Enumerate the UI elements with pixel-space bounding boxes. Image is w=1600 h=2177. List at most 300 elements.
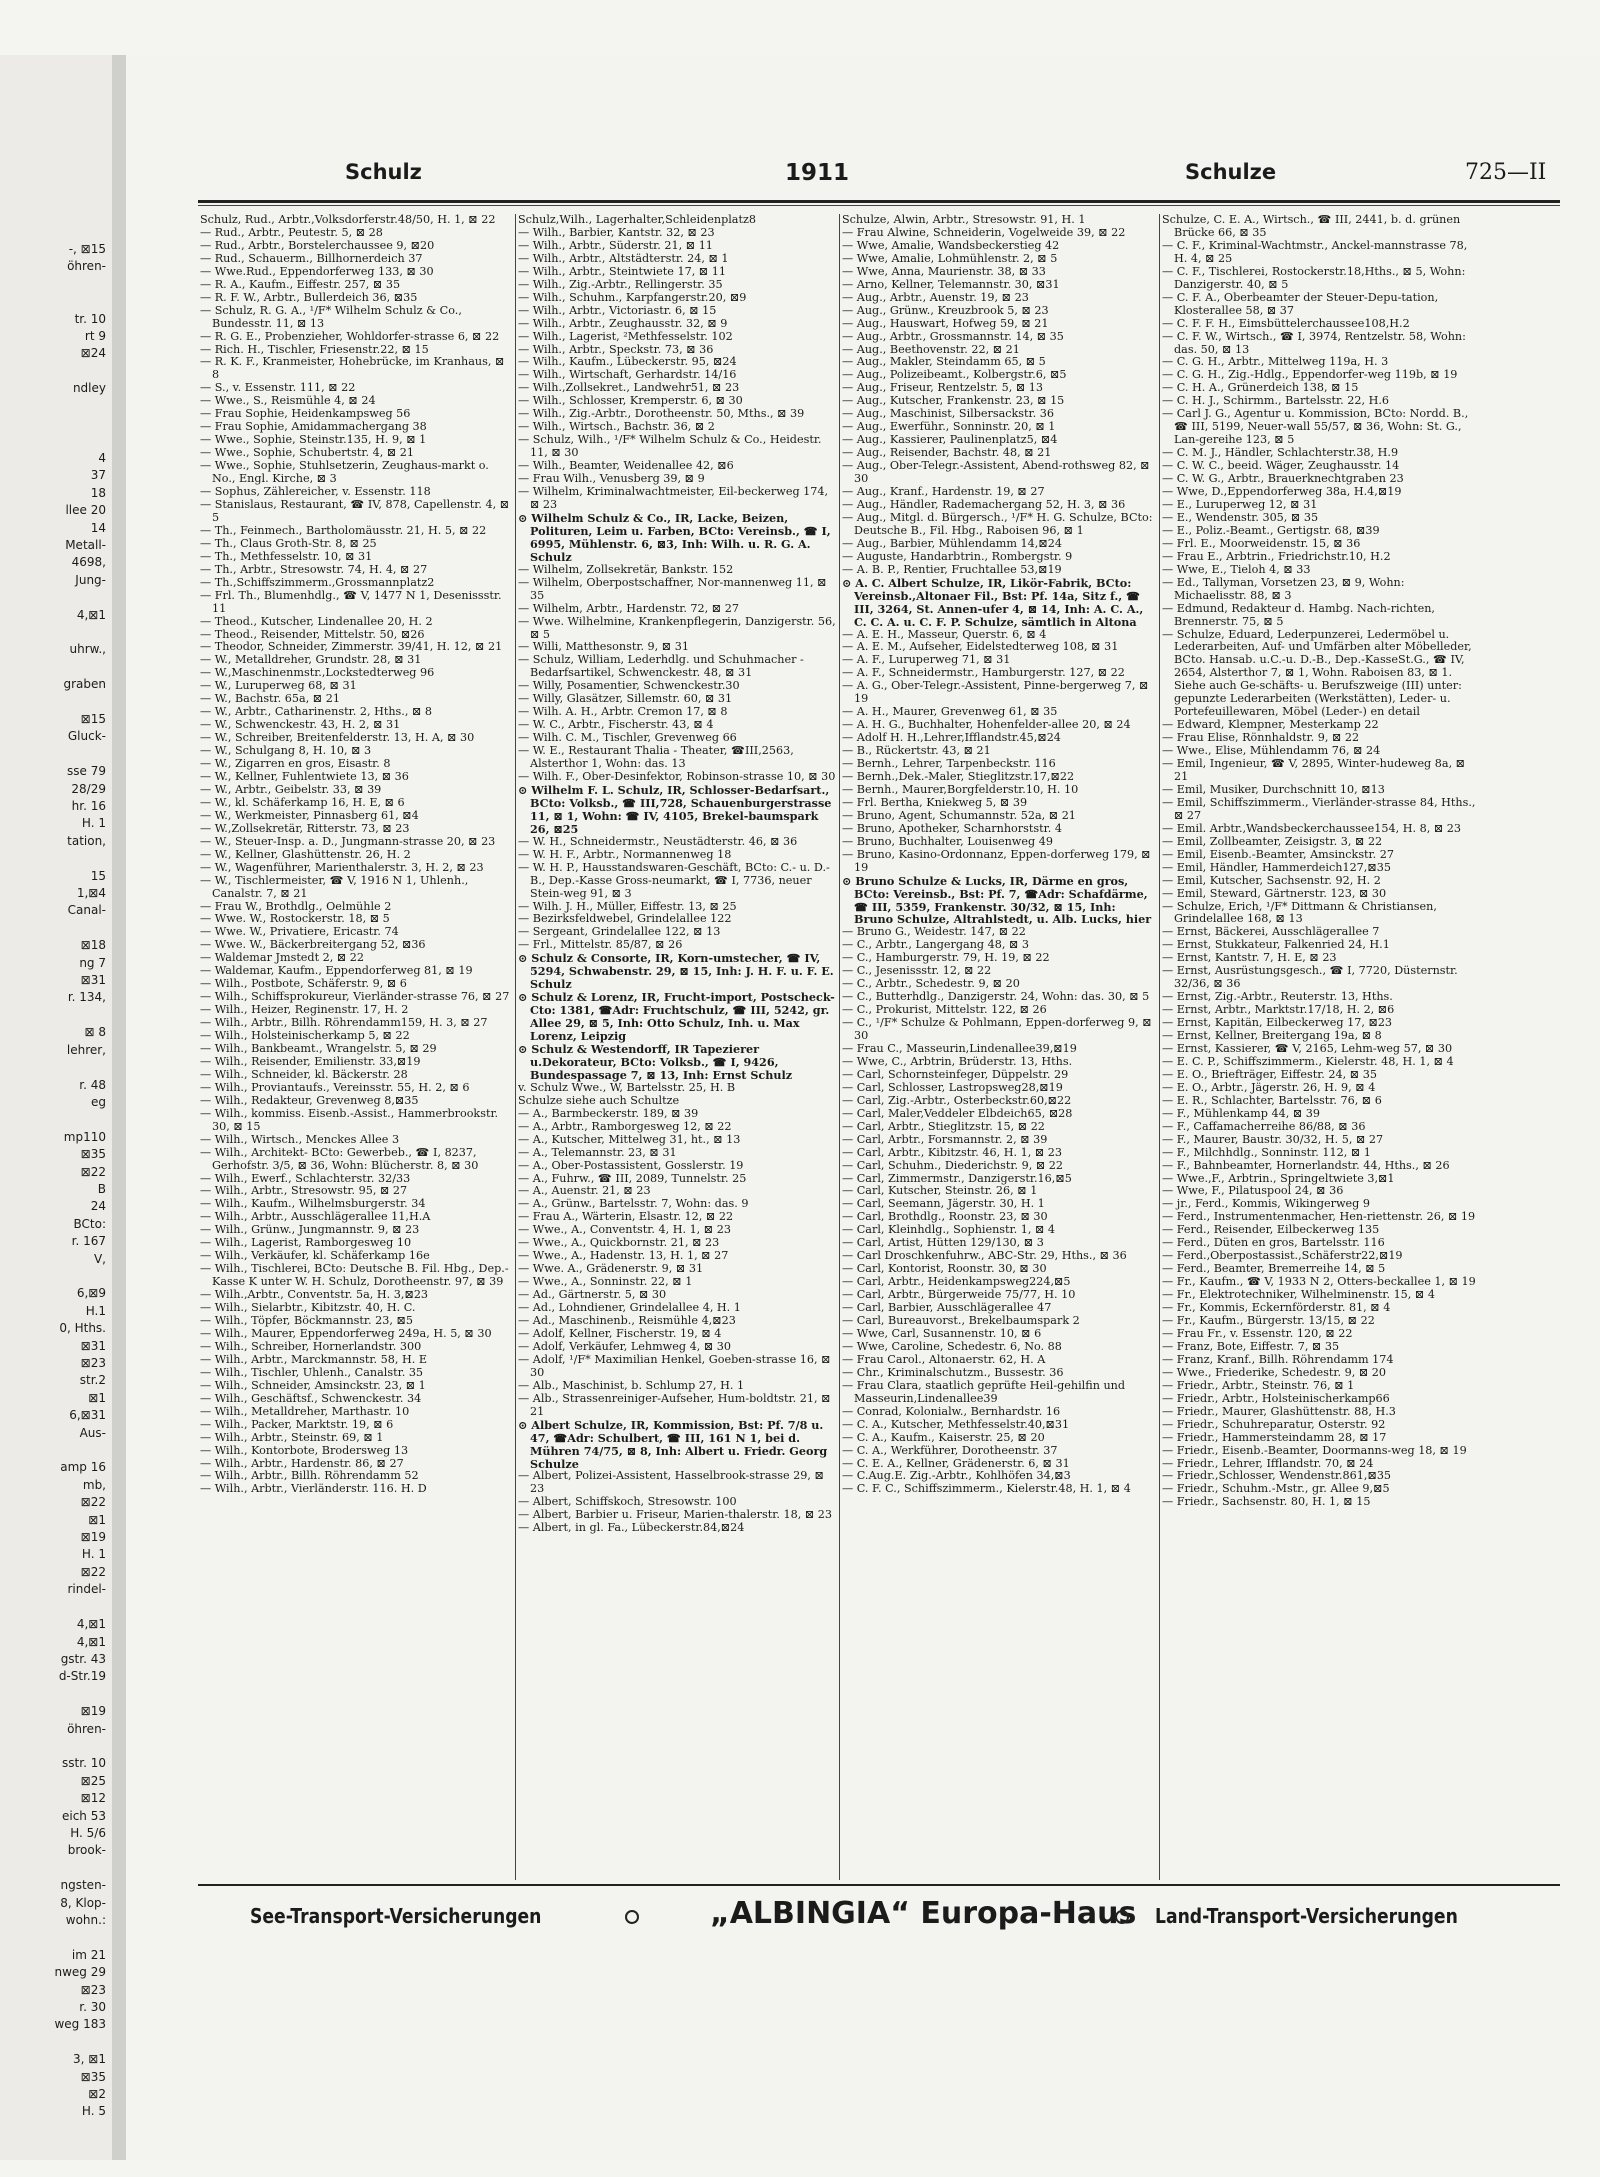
directory-entry: — Frau E., Arbtrin., Friedrichstr.10, H.2	[1162, 549, 1391, 563]
directory-entry: — Wilh., Lagerist, Ramborgesweg 10	[200, 1236, 412, 1250]
directory-entry: — Willi, Matthesonstr. 9, ⊠ 31	[518, 640, 689, 654]
directory-entry: — Wilh., Arbtr., Speckstr. 73, ⊠ 36	[518, 342, 714, 356]
directory-entry: — Wwe, Anna, Maurienstr. 38, ⊠ 33	[842, 264, 1046, 278]
directory-entry: — Wilh., Ewerf., Schlachterstr. 32/33	[200, 1171, 411, 1185]
directory-entry: — Wilh., Schuhm., Karpfangerstr.20, ⊠9	[518, 290, 747, 304]
directory-entry: — W., Schreiber, Breitenfelderstr. 13, H. A, ⊠ 30	[200, 731, 475, 745]
directory-entry: — Wilh., Maurer, Eppendorferweg 249a, H. 5, ⊠ 30	[200, 1326, 492, 1340]
directory-entry: — Adolf, Kellner, Fischerstr. 19, ⊠ 4	[518, 1326, 722, 1340]
directory-entry: — Adolf, ¹/F* Maximilian Henkel, Goeben-strasse 16, ⊠ 30	[518, 1352, 831, 1379]
directory-entry: — Adolf H. H.,Lehrer,Ifflandstr.45,⊠24	[842, 731, 1061, 745]
directory-entry: — Carl, Brothdlg., Roonstr. 23, ⊠ 30	[842, 1210, 1048, 1224]
directory-entry: — F., Caffamacherreihe 86/88, ⊠ 36	[1162, 1119, 1366, 1133]
directory-entry: — C., Arbtr., Schedestr. 9, ⊠ 20	[842, 977, 1020, 991]
directory-entry: — Frau Fr., v. Essenstr. 120, ⊠ 22	[1162, 1326, 1353, 1340]
directory-entry: — Ernst, Stukkateur, Falkenried 24, H.1	[1162, 938, 1390, 952]
directory-entry: — Wilh., Arbtr., Steintwiete 17, ⊠ 11	[518, 264, 726, 278]
directory-entry: — A. G., Ober-Telegr.-Assistent, Pinne-bergerweg 7, ⊠ 19	[842, 679, 1149, 706]
directory-entry: — Ferd., Instrumentenmacher, Hen-riettenstr. 26, ⊠ 19	[1162, 1210, 1476, 1224]
directory-entry: — Aug., Polizeibeamt., Kolbergstr.6, ⊠5	[842, 368, 1067, 382]
directory-entry: — R. A., Kaufm., Eiffestr. 257, ⊠ 35	[200, 277, 401, 291]
directory-entry: — Wilh., Lagerist, ²Methfesselstr. 102	[518, 329, 733, 343]
directory-entry: — Wilh., Arbtr., Ausschlägerallee 11,H.A	[200, 1210, 431, 1224]
previous-page-fragments: -, ⊠15 öhren- tr. 10 rt 9 ⊠24 ndley 4 37 18 llee 20 14 Metall- 4698, Jung- 4,⊠1 uhrw., graben ⊠15 Gluck- sse 79 28/29 hr. 16 H. 1 tation, 15 1,⊠4 Canal- ⊠18 ng 7 ⊠31 r. 134, ⊠ 8 lehrer, r. 48 eg mp110 ⊠35 ⊠22 B 24 BCto: r. 167 V, 6,⊠9 H.1 0, Hths. ⊠31 ⊠23 str.2 ⊠1 6,⊠31 Aus- amp 16 mb, ⊠22 ⊠1 ⊠19 H. 1 ⊠22 rindel- 4,⊠1 4,⊠1 gstr. 43 d-Str.19 ⊠19 öhren- sstr. 10 ⊠25 ⊠12 eich 53 H. 5/6 brook- ngsten- 8, Klop- wohn.: im 21 nweg 29 ⊠23 r. 30 weg 183 3, ⊠1 ⊠35 ⊠2 H. 5	[54, 242, 106, 2119]
directory-entry: — Wilh., Reisender, Emilienstr. 33,⊠19	[200, 1054, 421, 1068]
directory-entry: — A. E. H., Masseur, Querstr. 6, ⊠ 4	[842, 627, 1047, 641]
directory-entry: — W. H. P., Hausstandswaren-Geschäft, BCto: C.- u. D.-B., Dep.-Kasse Gross-neumarkt, ☎ I, 7736, neuer Stein-weg 91, ⊠ 3	[518, 860, 830, 900]
footer-bullet-icon	[625, 1910, 639, 1924]
directory-entry: — Aug., Barbier, Mühlendamm 14,⊠24	[842, 536, 1062, 550]
directory-entry: — Wilh., Sielarbtr., Kibitzstr. 40, H. C.	[200, 1301, 416, 1315]
directory-entry: — Carl, Arbtr., Kibitzstr. 46, H. 1, ⊠ 23	[842, 1145, 1063, 1159]
directory-entry: — R. G. E., Probenzieher, Wohldorfer-strasse 6, ⊠ 22	[200, 329, 500, 343]
directory-entry: — Wwe., Sophie, Schubertstr. 4, ⊠ 21	[200, 446, 415, 460]
directory-entry: — W., Luruperweg 68, ⊠ 31	[200, 679, 357, 693]
directory-entry: — Frau W., Brothdlg., Oelmühle 2	[200, 899, 392, 913]
directory-entry: — Aug., Friseur, Rentzelstr. 5, ⊠ 13	[842, 381, 1044, 395]
directory-entry: — W.,Zollsekretär, Ritterstr. 73, ⊠ 23	[200, 821, 410, 835]
directory-entry: — Theod., Kutscher, Lindenallee 20, H. 2	[200, 614, 433, 628]
directory-entry: — W., Steuer-Insp. a. D., Jungmann-strasse 20, ⊠ 23	[200, 834, 496, 848]
directory-entry: — Wilh., Barbier, Kantstr. 32, ⊠ 23	[518, 225, 715, 239]
directory-entry: — C.Aug.E. Zig.-Arbtr., Kohlhöfen 34,⊠3	[842, 1469, 1071, 1483]
directory-entry: — W.,Maschinenmstr.,Lockstedterweg 96	[200, 666, 435, 680]
directory-entry: — Willy, Posamentier, Schwenckestr.30	[518, 679, 740, 693]
directory-entry: — Th., Methfesselstr. 10, ⊠ 31	[200, 549, 373, 563]
directory-entry: — C., Jesenissstr. 12, ⊠ 22	[842, 964, 992, 978]
book-gutter	[112, 55, 126, 2160]
directory-entry: — Aug., Kranf., Hardenstr. 19, ⊠ 27	[842, 485, 1045, 499]
directory-entry: — Alb., Maschinist, b. Schlump 27, H. 1	[518, 1378, 745, 1392]
directory-entry: ⊙ Wilhelm F. L. Schulz, IR, Schlosser-Bedarfsart., BCto: Volksb., ☎ III,728, Schauenburgerstrasse 11, ⊠ 1, Wohn: ☎ IV, 4105, Brekel-baumspark 26, ⊠25	[518, 782, 832, 836]
directory-entry: — Theod., Reisender, Mittelstr. 50, ⊠26	[200, 627, 425, 641]
directory-entry: — Frau Sophie, Amidammachergang 38	[200, 420, 427, 434]
directory-entry: — C. M. J., Händler, Schlachterstr.38, H.9	[1162, 446, 1399, 460]
directory-entry: — Aug., Kutscher, Frankenstr. 23, ⊠ 15	[842, 394, 1065, 408]
directory-entry: — Wilh., Tischlerei, BCto: Deutsche B. Fil. Hbg., Dep.-Kasse K unter W. H. Schulz, Dorotheenstr. 97, ⊠ 39	[200, 1262, 509, 1289]
header-right-keyword: Schulze	[1185, 160, 1277, 184]
directory-entry: — Ernst, Ausrüstungsgesch., ☎ I, 7720, Düsternstr. 32/36, ⊠ 36	[1162, 964, 1458, 991]
footer-bullet-icon	[1115, 1910, 1129, 1924]
directory-entry: — Wilh., Schlosser, Kremperstr. 6, ⊠ 30	[518, 394, 743, 408]
directory-entry: — Carl Droschkenfuhrw., ABC-Str. 29, Hths., ⊠ 36	[842, 1249, 1127, 1263]
directory-entry: — W. E., Restaurant Thalia - Theater, ☎III,2563, Alsterthor 1, Wohn: das. 13	[518, 744, 794, 771]
directory-entry: — Emil, Schiffszimmerm., Vierländer-strasse 84, Hths., ⊠ 27	[1162, 795, 1476, 822]
directory-entry: — C. E. A., Kellner, Grädenerstr. 6, ⊠ 31	[842, 1456, 1070, 1470]
directory-entry: — E. R., Schlachter, Bartelsstr. 76, ⊠ 6	[1162, 1093, 1382, 1107]
directory-entry: — C. F. C., Schiffszimmerm., Kielerstr.48, H. 1, ⊠ 4	[842, 1482, 1131, 1496]
directory-entry: — Wilh., Schiffsprokureur, Vierländer-strasse 76, ⊠ 27	[200, 990, 510, 1004]
directory-entry: — Conrad, Kolonialw., Bernhardstr. 16	[842, 1404, 1061, 1418]
directory-entry: — Wilh., Geschäftsf., Schwenckestr. 34	[200, 1391, 422, 1405]
column-divider	[515, 214, 516, 1880]
directory-entry: — Friedr., Lehrer, Ifflandstr. 70, ⊠ 24	[1162, 1456, 1374, 1470]
directory-entry: — Wwe, D.,Eppendorferweg 38a, H.4,⊠19	[1162, 485, 1402, 499]
directory-entry: — Wwe., Elise, Mühlendamm 76, ⊠ 24	[1162, 744, 1381, 758]
directory-entry: — Ernst, Kassierer, ☎ V, 2165, Lehm-weg 57, ⊠ 30	[1162, 1042, 1453, 1055]
directory-entry: — Wwe., A., Quickbornstr. 21, ⊠ 23	[518, 1236, 720, 1250]
directory-entry: — Carl, Zig.-Arbtr., Osterbeckstr.60,⊠22	[842, 1093, 1072, 1107]
directory-entry: — W., Kellner, Glashüttenstr. 26, H. 2	[200, 847, 411, 861]
directory-entry: — Schulz, William, Lederhdlg. und Schuhmacher - Bedarfsartikel, Schwenckestr. 48, ⊠ 31	[518, 653, 804, 680]
footer-albingia: „ALBINGIA“ Europa-Haus	[710, 1896, 1137, 1931]
directory-entry: — Ferd., Düten en gros, Bartelsstr. 116	[1162, 1236, 1385, 1250]
directory-entry: — Friedr., Maurer, Glashüttenstr. 88, H.3	[1162, 1404, 1396, 1418]
directory-entry: — Th.,Schiffszimmerm.,Grossmannplatz2	[200, 575, 435, 589]
directory-entry: — Carl, Schornsteinfeger, Düppelstr. 29	[842, 1067, 1069, 1081]
directory-entry: — A., Barmbeckerstr. 189, ⊠ 39	[518, 1106, 699, 1120]
directory-entry: v. Schulz Wwe., W, Bartelsstr. 25, H. B	[518, 1080, 736, 1094]
directory-entry: — Carl, Bureauvorst., Brekelbaumspark 2	[842, 1314, 1080, 1328]
directory-entry: ⊙ Wilhelm Schulz & Co., IR, Lacke, Beizen, Polituren, Leim u. Farben, BCto: Vereinsb., ☎ I, 6995, Mühlenstr. 6, ⊠3, Inh: Wilh. u. R. G. A. Schulz	[518, 510, 831, 564]
directory-entry: — Wilh. J. H., Müller, Eiffestr. 13, ⊠ 25	[518, 899, 737, 913]
directory-entry: — Aug., Händler, Rademachergang 52, H. 3, ⊠ 36	[842, 497, 1126, 511]
directory-entry: — Wilh. C. M., Tischler, Grevenweg 66	[518, 731, 737, 745]
directory-entry: — Ad., Maschinenb., Reismühle 4,⊠23	[518, 1314, 736, 1328]
directory-entry: — Emil. Arbtr.,Wandsbeckerchaussee154, H. 8, ⊠ 23	[1162, 821, 1462, 835]
directory-entry: — Ferd., Reisender, Eilbeckerweg 135	[1162, 1223, 1380, 1237]
directory-entry: — C. F. F. H., Eimsbüttelerchaussee108,H.2	[1162, 316, 1410, 330]
column-4	[1162, 214, 1478, 1880]
directory-entry: — W., kl. Schäferkamp 16, H. E, ⊠ 6	[200, 795, 405, 809]
directory-entry: — Wwe., S., Reismühle 4, ⊠ 24	[200, 394, 376, 408]
directory-entry: — Bruno, Apotheker, Scharnhorststr. 4	[842, 821, 1062, 835]
directory-entry: — A., Kutscher, Mittelweg 31, ht., ⊠ 13	[518, 1132, 741, 1146]
directory-entry: — W. H., Schneidermstr., Neustädterstr. 46, ⊠ 36	[518, 834, 798, 848]
directory-entry: — W., Arbtr., Geibelstr. 33, ⊠ 39	[200, 782, 382, 796]
directory-entry: — Ernst, Kantstr. 7, H. E, ⊠ 23	[1162, 951, 1337, 965]
column-2	[518, 214, 838, 1880]
directory-entry: — Rud., Schauerm., Billhornerdeich 37	[200, 251, 423, 265]
directory-entry: — Frl. Bertha, Kniekweg 5, ⊠ 39	[842, 795, 1028, 809]
directory-entry: — C. G. H., Zig.-Hdlg., Eppendorfer-weg 119b, ⊠ 19	[1162, 368, 1458, 382]
directory-entry: — C. F. A., Oberbeamter der Steuer-Depu-tation, Klosterallee 58, ⊠ 37	[1162, 290, 1439, 317]
directory-entry: — Ed., Tallyman, Vorsetzen 23, ⊠ 9, Wohn: Michaelisstr. 88, ⊠ 3	[1162, 575, 1405, 602]
directory-entry: — W., Arbtr., Catharinenstr. 2, Hths., ⊠ 8	[200, 705, 432, 719]
directory-entry: — Wilhelm, Oberpostschaffner, Nor-mannenweg 11, ⊠ 35	[518, 575, 827, 602]
directory-entry: — Wwe. W., Privatiere, Ericastr. 74	[200, 925, 399, 939]
directory-entry: — Albert, Polizei-Assistent, Hasselbrook-strasse 29, ⊠ 23	[518, 1469, 824, 1496]
directory-entry: — A. H. G., Buchhalter, Hohenfelder-allee 20, ⊠ 24	[842, 718, 1131, 732]
directory-entry: — Wilh., Schreiber, Hornerlandstr. 300	[200, 1339, 422, 1353]
directory-entry: — Wwe. A., Grädenerstr. 9, ⊠ 31	[518, 1262, 704, 1276]
directory-entry: — Albert, Schiffskoch, Stresowstr. 100	[518, 1495, 737, 1509]
directory-entry: — Wwe, C., Arbtrin, Brüderstr. 13, Hths.	[842, 1054, 1073, 1068]
directory-entry: — Frau Wilh., Venusberg 39, ⊠ 9	[518, 472, 705, 486]
directory-entry: — Frl. E., Moorweidenstr. 15, ⊠ 36	[1162, 536, 1361, 550]
directory-entry: — C. W. G., Arbtr., Brauerknechtgraben 23	[1162, 472, 1404, 486]
directory-entry: — Wwe, Carl, Susannenstr. 10, ⊠ 6	[842, 1326, 1042, 1340]
directory-entry: — Friedr., Sachsenstr. 80, H. 1, ⊠ 15	[1162, 1495, 1371, 1509]
directory-entry: — Wwe.,F., Arbtrin., Springeltwiete 3,⊠1	[1162, 1171, 1395, 1185]
directory-entry: — Aug., Maschinist, Silbersackstr. 36	[842, 407, 1055, 421]
directory-entry: — W., Tischlermeister, ☎ V, 1916 N 1, Uhlenh., Canalstr. 7, ⊠ 21	[200, 873, 469, 900]
directory-entry: — A. B. P., Rentier, Fruchtallee 53,⊠19	[842, 562, 1062, 576]
directory-entry: — Frau Elise, Rönnhaldstr. 9, ⊠ 22	[1162, 731, 1360, 745]
directory-entry: Schulze siehe auch Schultze	[518, 1093, 680, 1107]
directory-entry: — Bruno, Kasino-Ordonnanz, Eppen-dorferweg 179, ⊠ 19	[842, 847, 1151, 874]
directory-entry: — A., Auenstr. 21, ⊠ 23	[518, 1184, 651, 1198]
directory-entry: — A. E. M., Aufseher, Eidelstedterweg 108, ⊠ 31	[842, 640, 1119, 654]
directory-entry: — W. H. F., Arbtr., Normannenweg 18	[518, 847, 732, 861]
directory-entry: — Wilh., Packer, Marktstr. 19, ⊠ 6	[200, 1417, 394, 1431]
directory-entry: — C. W. C., beeid. Wäger, Zeughausstr. 14	[1162, 459, 1400, 473]
directory-entry: — Frau A., Wärterin, Elsastr. 12, ⊠ 22	[518, 1210, 734, 1224]
directory-entry: — Schulze, Erich, ¹/F* Dittmann & Christiansen, Grindelallee 168, ⊠ 13	[1162, 899, 1437, 926]
directory-entry: — Wilh., Arbtr., Victoriastr. 6, ⊠ 15	[518, 303, 717, 317]
directory-entry: — F., Bahnbeamter, Hornerlandstr. 44, Hths., ⊠ 26	[1162, 1158, 1450, 1172]
directory-entry: — Wilh., Proviantaufs., Vereinsstr. 55, H. 2, ⊠ 6	[200, 1080, 470, 1094]
directory-entry: — F., Maurer, Baustr. 30/32, H. 5, ⊠ 27	[1162, 1132, 1384, 1146]
directory-entry: — Carl, Arbtr., Stieglitzstr. 15, ⊠ 22	[842, 1119, 1045, 1133]
directory-entry: — Wilh., Grünw., Jungmannstr. 9, ⊠ 23	[200, 1223, 420, 1237]
directory-entry: — Wilh., Tischler, Uhlenh., Canalstr. 35	[200, 1365, 424, 1379]
directory-entry: — Wilh.,Zollsekret., Landwehr51, ⊠ 23	[518, 381, 740, 395]
directory-entry: — Wilh., Kaufm., Lübeckerstr. 95, ⊠24	[518, 355, 737, 369]
directory-entry: — Wilh., Zig.-Arbtr., Dorotheenstr. 50, Mths., ⊠ 39	[518, 407, 805, 421]
directory-entry: — Stanislaus, Restaurant, ☎ IV, 878, Capellenstr. 4, ⊠ 5	[200, 497, 510, 524]
directory-entry: — Aug., Reisender, Bachstr. 48, ⊠ 21	[842, 446, 1052, 460]
directory-entry: Schulz, Rud., Arbtr.,Volksdorferstr.48/50, H. 1, ⊠ 22	[200, 214, 496, 226]
directory-entry: Schulze, C. E. A., Wirtsch., ☎ III, 2441, b. d. grünen Brücke 66, ⊠ 35	[1162, 214, 1461, 239]
directory-entry: — Wilhelm, Kriminalwachtmeister, Eil-beckerweg 174, ⊠ 23	[518, 485, 829, 511]
directory-entry: — Aug., Arbtr., Grossmannstr. 14, ⊠ 35	[842, 329, 1064, 343]
directory-entry: — Wilh., Holsteinischerkamp 5, ⊠ 22	[200, 1029, 410, 1043]
footer-sea-insurance: See-Transport-Versicherungen	[250, 1904, 542, 1928]
directory-entry: — Fr., Elektrotechniker, Wilhelminenstr. 15, ⊠ 4	[1162, 1288, 1435, 1302]
directory-entry: — Aug., Beethovenstr. 22, ⊠ 21	[842, 342, 1020, 356]
directory-entry: — W., Werkmeister, Pinnasberg 61, ⊠4	[200, 808, 419, 822]
directory-entry: — W., Metalldreher, Grundstr. 28, ⊠ 31	[200, 653, 422, 667]
directory-entry: — C. H. A., Grünerdeich 138, ⊠ 15	[1162, 381, 1359, 395]
directory-entry: — Fr., Kaufm., ☎ V, 1933 N 2, Otters-beckallee 1, ⊠ 19	[1162, 1275, 1476, 1289]
advertisement-footer	[200, 1896, 1560, 1944]
directory-entry: — C., ¹/F* Schulze & Pohlmann, Eppen-dorferweg 9, ⊠ 30	[842, 1016, 1152, 1043]
directory-entry: — Wilh., Redakteur, Grevenweg 8,⊠35	[200, 1093, 419, 1107]
header-left-keyword: Schulz	[345, 160, 422, 184]
directory-entry: — Auguste, Handarbtrin., Rombergstr. 9	[842, 549, 1073, 563]
directory-entry: — Aug., Hauswart, Hofweg 59, ⊠ 21	[842, 316, 1049, 330]
directory-entry: — A., Ober-Postassistent, Gosslerstr. 19	[518, 1158, 744, 1172]
directory-entry: — Friedr.,Schlosser, Wendenstr.861,⊠35	[1162, 1469, 1392, 1483]
directory-entry: — Wilh., kommiss. Eisenb.-Assist., Hammerbrookstr. 30, ⊠ 15	[200, 1106, 499, 1133]
directory-entry: — Rich. H., Tischler, Friesenstr.22, ⊠ 15	[200, 342, 429, 356]
directory-entry: — Wilh., Kontorbote, Brodersweg 13	[200, 1443, 409, 1457]
directory-entry: — Bernh., Maurer,Borgfelderstr.10, H. 10	[842, 782, 1079, 796]
directory-entry: — Albert, in gl. Fa., Lübeckerstr.84,⊠24	[518, 1521, 745, 1535]
directory-entry: ⊙ Bruno Schulze & Lucks, IR, Därme en gros, BCto: Vereinsb., Bst: Pf. 7, ☎Adr: Schafdärme, ☎ III, 5359, Frankenstr. 30/32, ⊠ 15, Inh: Bruno Schulze, Altrahlstedt, u. Alb. Lucks, hier	[842, 873, 1152, 927]
directory-entry: — Wwe, Caroline, Schedestr. 6, No. 88	[842, 1339, 1062, 1353]
directory-entry: — Ernst, Arbtr., Marktstr.17/18, H. 2, ⊠6	[1162, 1003, 1395, 1017]
directory-entry: — Rud., Arbtr., Peutestr. 5, ⊠ 28	[200, 225, 383, 239]
directory-entry: — Franz, Kranf., Billh. Röhrendamm 174	[1162, 1352, 1394, 1366]
directory-entry: — Fr., Kommis, Eckernförderstr. 81, ⊠ 4	[1162, 1301, 1391, 1315]
directory-entry: — C. F., Tischlerei, Rostockerstr.18,Hths., ⊠ 5, Wohn: Danzigerstr. 40, ⊠ 5	[1162, 264, 1466, 291]
directory-entry: — C., Arbtr., Langergang 48, ⊠ 3	[842, 938, 1030, 952]
directory-entry: — A. F., Luruperweg 71, ⊠ 31	[842, 653, 1011, 667]
directory-entry: — Ferd., Beamter, Bremerreihe 14, ⊠ 5	[1162, 1262, 1386, 1276]
directory-entry: ⊙ Schulz & Consorte, IR, Korn-umstecher, ☎ IV, 5294, Schwabenstr. 29, ⊠ 15, Inh: J. H. F. u. F. E. Schulz	[518, 951, 834, 992]
directory-entry: — Friedr., Schuhreparatur, Osterstr. 92	[1162, 1417, 1386, 1431]
header-rule-thin	[198, 205, 1560, 206]
directory-entry: — Wilhelm, Arbtr., Hardenstr. 72, ⊠ 27	[518, 601, 739, 615]
directory-entry: — R. K. F., Kranmeister, Hohebrücke, im Kranhaus, ⊠ 8	[200, 355, 505, 382]
directory-entry: — E. O., Arbtr., Jägerstr. 26, H. 9, ⊠ 4	[1162, 1080, 1376, 1094]
directory-entry: — Wilh., Postbote, Schäferstr. 9, ⊠ 6	[200, 977, 407, 991]
directory-entry: Schulz,Wilh., Lagerhalter,Schleidenplatz8	[518, 214, 756, 226]
column-divider	[1159, 214, 1160, 1880]
directory-entry: — Ernst, Zig.-Arbtr., Reuterstr. 13, Hths.	[1162, 990, 1393, 1004]
directory-entry: — Th., Feinmech., Bartholomäusstr. 21, H. 5, ⊠ 22	[200, 523, 487, 537]
directory-entry: — Edmund, Redakteur d. Hambg. Nach-richten, Brennerstr. 75, ⊠ 5	[1162, 601, 1435, 628]
directory-entry: — Chr., Kriminalschutzm., Bussestr. 36	[842, 1365, 1064, 1379]
directory-entry: — B., Rückertstr. 43, ⊠ 21	[842, 744, 991, 758]
directory-entry: — Ferd.,Oberpostassist.,Schäferstr22,⊠19	[1162, 1249, 1403, 1263]
directory-entry: — Schulz, Wilh., ¹/F* Wilhelm Schulz & Co., Heidestr. 11, ⊠ 30	[518, 433, 822, 460]
directory-entry: — Sophus, Zählereicher, v. Essenstr. 118	[200, 485, 431, 499]
header-rule	[198, 200, 1560, 203]
directory-entry: — Carl, Artist, Hütten 129/130, ⊠ 3	[842, 1236, 1044, 1250]
directory-entry: — Wilh., Arbtr., Altstädterstr. 24, ⊠ 1	[518, 251, 729, 265]
directory-entry: — A., Telemannstr. 23, ⊠ 31	[518, 1145, 677, 1159]
directory-entry: — Wilh., Beamter, Weidenallee 42, ⊠6	[518, 459, 734, 473]
directory-entry: — F., Mühlenkamp 44, ⊠ 39	[1162, 1106, 1320, 1120]
directory-entry: — Wilh., Wirtschaft, Gerhardstr. 14/16	[518, 368, 737, 382]
directory-entry: — Aug., Arbtr., Auenstr. 19, ⊠ 23	[842, 290, 1029, 304]
previous-page-edge	[0, 55, 115, 2160]
directory-entry: — Carl, Barbier, Ausschlägerallee 47	[842, 1301, 1052, 1315]
directory-entry: — Bruno, Buchhalter, Louisenweg 49	[842, 834, 1053, 848]
directory-entry: — A., Grünw., Bartelsstr. 7, Wohn: das. 9	[518, 1197, 749, 1211]
directory-entry: — Wwe, E., Tieloh 4, ⊠ 33	[1162, 562, 1311, 576]
directory-entry: — Wilhelm, Zollsekretär, Bankstr. 152	[518, 562, 734, 576]
directory-entry: — Wilh., Metalldreher, Marthastr. 10	[200, 1404, 410, 1418]
directory-entry: — Emil, Eisenb.-Beamter, Amsinckstr. 27	[1162, 847, 1395, 861]
directory-entry: — W., Wagenführer, Marienthalerstr. 3, H. 2, ⊠ 23	[200, 860, 484, 874]
directory-entry: — Frau Clara, staatlich geprüfte Heil-gehilfin und Masseurin,Lindenallee39	[842, 1378, 1126, 1405]
directory-entry: — F., Milchhdlg., Sonninstr. 112, ⊠ 1	[1162, 1145, 1371, 1159]
directory-entry: — A., Fuhrw., ☎ III, 2089, Tunnelstr. 25	[518, 1171, 747, 1185]
directory-entry: — Wwe. W., Bäckerbreitergang 52, ⊠36	[200, 938, 426, 952]
directory-entry: — Aug., Mitgl. d. Bürgersch., ¹/F* H. G. Schulze, BCto: Deutsche B., Fil. Hbg., Raboisen 96, ⊠ 1	[842, 510, 1153, 537]
directory-entry: — Emil, Musiker, Durchschnitt 10, ⊠13	[1162, 782, 1385, 796]
directory-entry: — jr., Ferd., Kommis, Wikingerweg 9	[1162, 1197, 1370, 1211]
column-divider	[839, 214, 840, 1880]
directory-entry: — Friedr., Hammersteindamm 28, ⊠ 17	[1162, 1430, 1387, 1444]
footer-rule	[198, 1884, 1560, 1886]
directory-entry: — Ernst, Kapitän, Eilbeckerweg 17, ⊠23	[1162, 1016, 1393, 1030]
directory-entry: — Carl, Maler,Veddeler Elbdeich65, ⊠28	[842, 1106, 1073, 1120]
directory-entry: — E., Poliz.-Beamt., Gertigstr. 68, ⊠39	[1162, 523, 1380, 537]
directory-entry: — C., Hamburgerstr. 79, H. 19, ⊠ 22	[842, 951, 1050, 965]
directory-entry: — Frau Carol., Altonaerstr. 62, H. A	[842, 1352, 1046, 1366]
column-1	[200, 214, 514, 1880]
directory-entry: — Wilh., Arbtr., Zeughausstr. 32, ⊠ 9	[518, 316, 728, 330]
directory-entry: — Emil, Zollbeamter, Zeisigstr. 3, ⊠ 22	[1162, 834, 1383, 848]
directory-entry: — Frau Sophie, Heidenkampsweg 56	[200, 407, 411, 421]
directory-entry: — Wilh.,Arbtr., Conventstr. 5a, H. 3,⊠23	[200, 1288, 429, 1302]
directory-entry: — W., Kellner, Fuhlentwiete 13, ⊠ 36	[200, 769, 409, 783]
directory-entry: — C. F. W., Wirtsch., ☎ I, 3974, Rentzelstr. 58, Wohn: das. 50, ⊠ 13	[1162, 329, 1466, 356]
directory-entry: — Alb., Strassenreiniger-Aufseher, Hum-boldtstr. 21, ⊠ 21	[518, 1391, 831, 1418]
directory-entry: — W., Zigarren en gros, Eisastr. 8	[200, 757, 391, 771]
directory-entry: — Frl. Th., Blumenhdlg., ☎ V, 1477 N 1, Desenissstr. 11	[200, 588, 502, 615]
directory-entry: ⊙ A. C. Albert Schulze, IR, Likör-Fabrik, BCto: Vereinsb.,Altonaer Fil., Bst: Pf. 14a, Sitz f., ☎ III, 3264, St. Annen-ufer 4, ⊠ 14, Inh: A. C. A., C. C. A. u. C. F. P. Schulze, sämtlich in Altona	[842, 575, 1144, 629]
directory-entry: — Wilh., Wirtsch., Bachstr. 36, ⊠ 2	[518, 420, 715, 434]
directory-entry: — Wwe., Sophie, Steinstr.135, H. 9, ⊠ 1	[200, 433, 427, 447]
directory-entry: — Wilh., Bankbeamt., Wrangelstr. 5, ⊠ 29	[200, 1042, 437, 1055]
directory-entry: — W., Schwenckestr. 43, H. 2, ⊠ 31	[200, 718, 401, 732]
directory-entry: — Carl, Kontorist, Roonstr. 30, ⊠ 30	[842, 1262, 1047, 1276]
directory-entry: — C., Prokurist, Mittelstr. 122, ⊠ 26	[842, 1003, 1047, 1017]
directory-entry: — Wilh., Töpfer, Böckmannstr. 23, ⊠5	[200, 1314, 413, 1328]
directory-entry: — Carl J. G., Agentur u. Kommission, BCto: Nordd. B., ☎ III, 5199, Neuer-wall 55/57, ⊠ 36, Wohn: St. G., Lan-gereihe 123, ⊠ 5	[1162, 407, 1469, 447]
directory-entry: — Willy, Glasätzer, Sillemstr. 60, ⊠ 31	[518, 692, 733, 706]
directory-entry: — Wwe., A., Sonninstr. 22, ⊠ 1	[518, 1275, 693, 1289]
directory-entry: — Bruno G., Weidestr. 147, ⊠ 22	[842, 925, 1026, 939]
directory-entry: ⊙ Schulz & Westendorff, IR Tapezierer u.Dekorateur, BCto: Volksb., ☎ I, 9426, Bundespassage 7, ⊠ 13, Inh: Ernst Schulz	[518, 1042, 793, 1082]
directory-entry: — Emil, Händler, Hammerdeich127,⊠35	[1162, 860, 1391, 874]
directory-entry: — Carl, Schuhm., Diederichstr. 9, ⊠ 22	[842, 1158, 1064, 1172]
directory-entry: — Wilh., Zig.-Arbtr., Rellingerstr. 35	[518, 277, 723, 291]
directory-entry: — Carl, Arbtr., Forsmannstr. 2, ⊠ 39	[842, 1132, 1048, 1146]
directory-entry: — W., Schulgang 8, H. 10, ⊠ 3	[200, 744, 372, 758]
directory-entry: — Frau Alwine, Schneiderin, Vogelweide 39, ⊠ 22	[842, 225, 1126, 239]
directory-entry: — Waldemar, Kaufm., Eppendorferweg 81, ⊠ 19	[200, 964, 473, 978]
directory-entry: — Wwe., A., Conventstr. 4, H. 1, ⊠ 23	[518, 1223, 731, 1237]
directory-entry: — Carl, Arbtr., Heidenkampsweg224,⊠5	[842, 1275, 1071, 1289]
directory-entry: — Wilh., Arbtr., Vierländerstr. 116. H. D	[200, 1482, 427, 1496]
directory-entry: — Wilh., Arbtr., Marckmannstr. 58, H. E	[200, 1352, 428, 1366]
directory-entry: — Wwe., Sophie, Stuhlsetzerin, Zeughaus-markt o. No., Engl. Kirche, ⊠ 3	[200, 459, 489, 486]
directory-entry: — Wwe., Friederike, Schedestr. 9, ⊠ 20	[1162, 1365, 1387, 1379]
column-3	[842, 214, 1158, 1880]
directory-entry: — Wilh., Wirtsch., Menckes Allee 3	[200, 1132, 400, 1146]
directory-entry: — Carl, Arbtr., Bürgerweide 75/77, H. 10	[842, 1288, 1076, 1302]
directory-entry: — R. F. W., Arbtr., Bullerdeich 36, ⊠35	[200, 290, 418, 304]
directory-entry: — Wilh., Arbtr., Süderstr. 21, ⊠ 11	[518, 238, 713, 252]
header-year: 1911	[785, 160, 850, 186]
directory-entry: — Carl, Kleinhdlg., Sophienstr. 1, ⊠ 4	[842, 1223, 1056, 1237]
directory-entry: — Wwe, F., Pilatuspool 24, ⊠ 36	[1162, 1184, 1344, 1198]
directory-entry: — Carl, Zimmermstr., Danzigerstr.16,⊠5	[842, 1171, 1072, 1185]
directory-entry: — E., Luruperweg 12, ⊠ 31	[1162, 497, 1318, 511]
directory-entry: — Edward, Klempner, Mesterkamp 22	[1162, 718, 1379, 732]
directory-entry: — Wilh., Arbtr., Hardenstr. 86, ⊠ 27	[200, 1456, 404, 1470]
directory-entry: — C. A., Werkführer, Dorotheenstr. 37	[842, 1443, 1058, 1457]
directory-entry: — Aug., Grünw., Kreuzbrook 5, ⊠ 23	[842, 303, 1049, 317]
directory-entry: — C., Butterhdlg., Danzigerstr. 24, Wohn: das. 30, ⊠ 5	[842, 990, 1150, 1004]
directory-entry: — Emil, Ingenieur, ☎ V, 2895, Winter-hudeweg 8a, ⊠ 21	[1162, 757, 1466, 783]
directory-entry: — Bezirksfeldwebel, Grindelallee 122	[518, 912, 732, 926]
directory-entry: — Ernst, Kellner, Breitergang 19a, ⊠ 8	[1162, 1029, 1382, 1043]
directory-entry: — Wwe, Amalie, Lohmühlenstr. 2, ⊠ 5	[842, 251, 1058, 265]
directory-entry: — S., v. Essenstr. 111, ⊠ 22	[200, 381, 356, 395]
directory-entry: — Aug., Ober-Telegr.-Assistent, Abend-rothsweg 82, ⊠ 30	[842, 459, 1150, 486]
directory-entry: ⊙ Albert Schulze, IR, Kommission, Bst: Pf. 7/8 u. 47, ☎Adr: Schulbert, ☎ III, 161 N 1, bei d. Mühren 74/75, ⊠ 8, Inh: Albert u. Friedr. Georg Schulze	[518, 1417, 828, 1471]
directory-entry: — Carl, Kutscher, Steinstr. 26, ⊠ 1	[842, 1184, 1038, 1198]
directory-entry: — Wilh., Schneider, Amsinckstr. 23, ⊠ 1	[200, 1378, 426, 1392]
directory-entry: — Wilh. F., Ober-Desinfektor, Robinson-strasse 10, ⊠ 30	[518, 769, 836, 783]
directory-entry: — Th., Claus Groth-Str. 8, ⊠ 25	[200, 536, 377, 550]
directory-entry: — W., Bachstr. 65a, ⊠ 21	[200, 692, 340, 706]
directory-entry: — W. C., Arbtr., Fischerstr. 43, ⊠ 4	[518, 718, 714, 732]
directory-entry: — E. O., Briefträger, Eiffestr. 24, ⊠ 35	[1162, 1067, 1377, 1081]
directory-entry: — Emil, Kutscher, Sachsenstr. 92, H. 2	[1162, 873, 1381, 887]
directory-entry: — Wwe., A., Hadenstr. 13, H. 1, ⊠ 27	[518, 1249, 729, 1263]
page-header	[200, 160, 1560, 200]
directory-entry: — Franz, Bote, Eiffestr. 7, ⊠ 35	[1162, 1339, 1340, 1353]
